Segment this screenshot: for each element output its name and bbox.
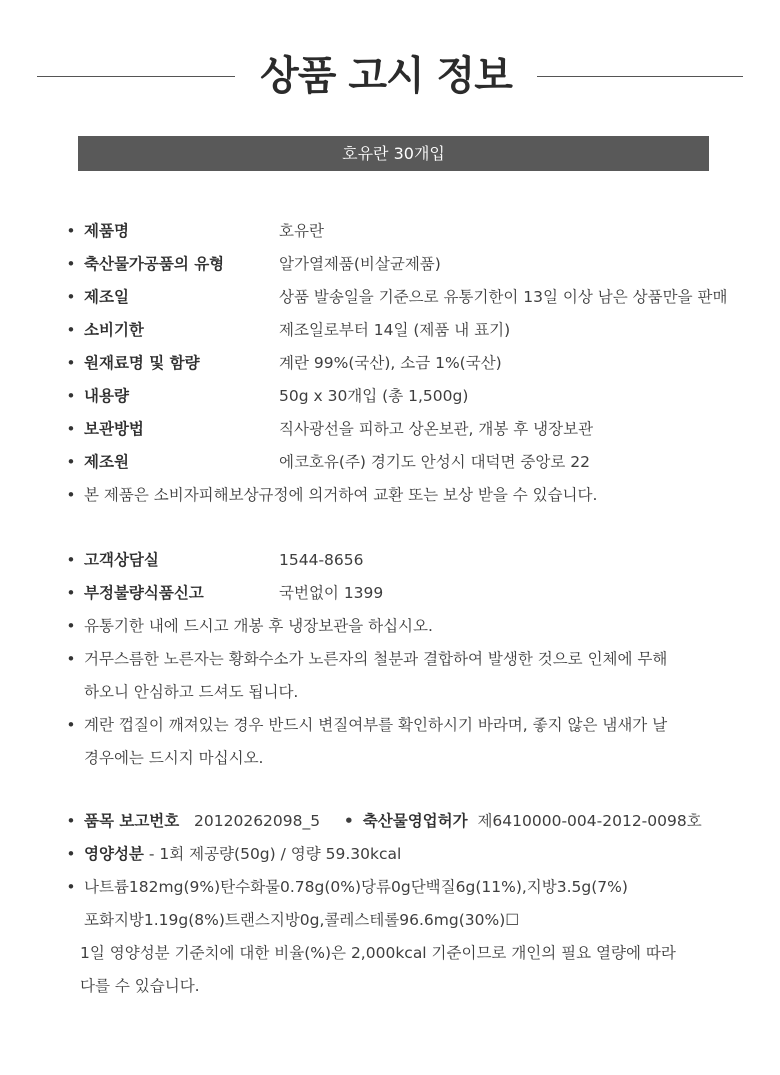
bullet: • bbox=[66, 486, 76, 504]
notice-text: 본 제품은 소비자피해보상규정에 의거하여 교환 또는 보상 받을 수 있습니다. bbox=[84, 486, 598, 504]
info-row-type bbox=[0, 251, 780, 277]
bullet: • bbox=[66, 812, 76, 830]
info-label: 제조일 bbox=[84, 288, 129, 306]
report-text bbox=[84, 808, 702, 834]
report-label: 품목 보고번호 bbox=[84, 812, 180, 830]
bullet: • bbox=[66, 584, 76, 602]
product-banner: 호유란 30개입 bbox=[78, 136, 709, 171]
bullet: • bbox=[66, 716, 76, 734]
note-shell-cont bbox=[0, 745, 780, 771]
bullet: • bbox=[66, 878, 76, 896]
title-row bbox=[0, 46, 780, 106]
nutrition-note-row bbox=[0, 940, 780, 966]
info-value: 호유란 bbox=[279, 222, 324, 240]
note-text: 하오니 안심하고 드셔도 됩니다. bbox=[84, 683, 299, 701]
info-row-expiry bbox=[0, 317, 780, 343]
info-label: 제조원 bbox=[84, 453, 129, 471]
bullet: • bbox=[66, 845, 76, 863]
info-value: 에코호유(주) 경기도 안성시 대덕면 중앙로 22 bbox=[279, 453, 590, 471]
bullet: • bbox=[343, 812, 354, 830]
contact-label: 부정불량식품신고 bbox=[84, 584, 204, 602]
note-yolk bbox=[0, 646, 780, 672]
note-yolk-cont bbox=[0, 679, 780, 705]
info-value: 50g x 30개입 (총 1,500g) bbox=[279, 387, 469, 405]
note-storage bbox=[0, 613, 780, 639]
nutrition-detail-row bbox=[0, 874, 780, 900]
info-label: 내용량 bbox=[84, 387, 129, 405]
info-value: 계란 99%(국산), 소금 1%(국산) bbox=[279, 354, 502, 372]
info-label: 소비기한 bbox=[84, 321, 144, 339]
bullet: • bbox=[66, 551, 76, 569]
note-text: 경우에는 드시지 마십시오. bbox=[84, 749, 264, 767]
license-label: 축산물영업허가 bbox=[362, 812, 468, 830]
title-divider-right bbox=[537, 76, 743, 77]
info-value: 알가열제품(비살균제품) bbox=[279, 255, 441, 273]
info-label: 축산물가공품의 유형 bbox=[84, 255, 225, 273]
contact-value: 국번없이 1399 bbox=[279, 584, 384, 602]
bullet: • bbox=[66, 255, 76, 273]
page-title: 상품 고시 정보 bbox=[260, 53, 512, 99]
note-shell bbox=[0, 712, 780, 738]
contact-value: 1544-8656 bbox=[279, 551, 364, 569]
report-value: 20120262098_5 bbox=[194, 812, 321, 830]
info-row-ingredients bbox=[0, 350, 780, 376]
title-divider-left bbox=[37, 76, 235, 77]
nutrition-line: 포화지방1.19g(8%)트랜스지방0g,콜레스테롤96.6mg(30%)☐ bbox=[84, 911, 520, 929]
bullet: • bbox=[66, 387, 76, 405]
info-row-volume bbox=[0, 383, 780, 409]
nutrition-line: 나트륨182mg(9%)탄수화물0.78g(0%)당류0g단백질6g(11%),지방3.5g(7%) bbox=[84, 878, 628, 896]
report-row bbox=[0, 808, 780, 834]
bullet: • bbox=[66, 650, 76, 668]
notice-compensation bbox=[0, 482, 780, 508]
nutrition-note-row-2 bbox=[0, 973, 780, 999]
nutrition-line: 다를 수 있습니다. bbox=[80, 977, 200, 995]
note-text: 거무스름한 노른자는 황화수소가 노른자의 철분과 결합하여 발생한 것으로 인체에 무해 bbox=[84, 650, 668, 668]
info-row-storage bbox=[0, 416, 780, 442]
info-value: 상품 발송일을 기준으로 유통기한이 13일 이상 남은 상품만을 판매 bbox=[279, 288, 728, 306]
info-label: 제품명 bbox=[84, 222, 129, 240]
bullet: • bbox=[66, 288, 76, 306]
note-text: 유통기한 내에 드시고 개봉 후 냉장보관을 하십시오. bbox=[84, 617, 433, 635]
nutrition-detail-row-2 bbox=[0, 907, 780, 933]
contact-label: 고객상담실 bbox=[84, 551, 159, 569]
license-value: 제6410000-004-2012-0098호 bbox=[477, 812, 702, 830]
nutrition-line: 1일 영양성분 기준치에 대한 비율(%)은 2,000kcal 기준이므로 개인의 필요 열량에 따라 bbox=[80, 944, 676, 962]
bullet: • bbox=[66, 453, 76, 471]
info-row-manufacture-date bbox=[0, 284, 780, 310]
nutrition-row bbox=[0, 841, 780, 867]
info-value: 제조일로부터 14일 (제품 내 표기) bbox=[279, 321, 511, 339]
contact-row-customer-service bbox=[0, 547, 780, 573]
bullet: • bbox=[66, 617, 76, 635]
contact-row-report bbox=[0, 580, 780, 606]
info-row-product-name bbox=[0, 218, 780, 244]
bullet: • bbox=[66, 222, 76, 240]
nutrition-label: 영양성분 bbox=[84, 845, 144, 863]
info-label: 원재료명 및 함량 bbox=[84, 354, 200, 372]
info-value: 직사광선을 피하고 상온보관, 개봉 후 냉장보관 bbox=[279, 420, 594, 438]
bullet: • bbox=[66, 321, 76, 339]
nutrition-serving: - 1회 제공량(50g) / 영량 59.30kcal bbox=[143, 845, 402, 863]
bullet: • bbox=[66, 354, 76, 372]
note-text: 계란 껍질이 깨져있는 경우 반드시 변질여부를 확인하시기 바라며, 좋지 않은 냄새가 날 bbox=[84, 716, 668, 734]
info-label: 보관방법 bbox=[84, 420, 144, 438]
info-row-manufacturer bbox=[0, 449, 780, 475]
bullet: • bbox=[66, 420, 76, 438]
nutrition-text bbox=[84, 841, 401, 867]
